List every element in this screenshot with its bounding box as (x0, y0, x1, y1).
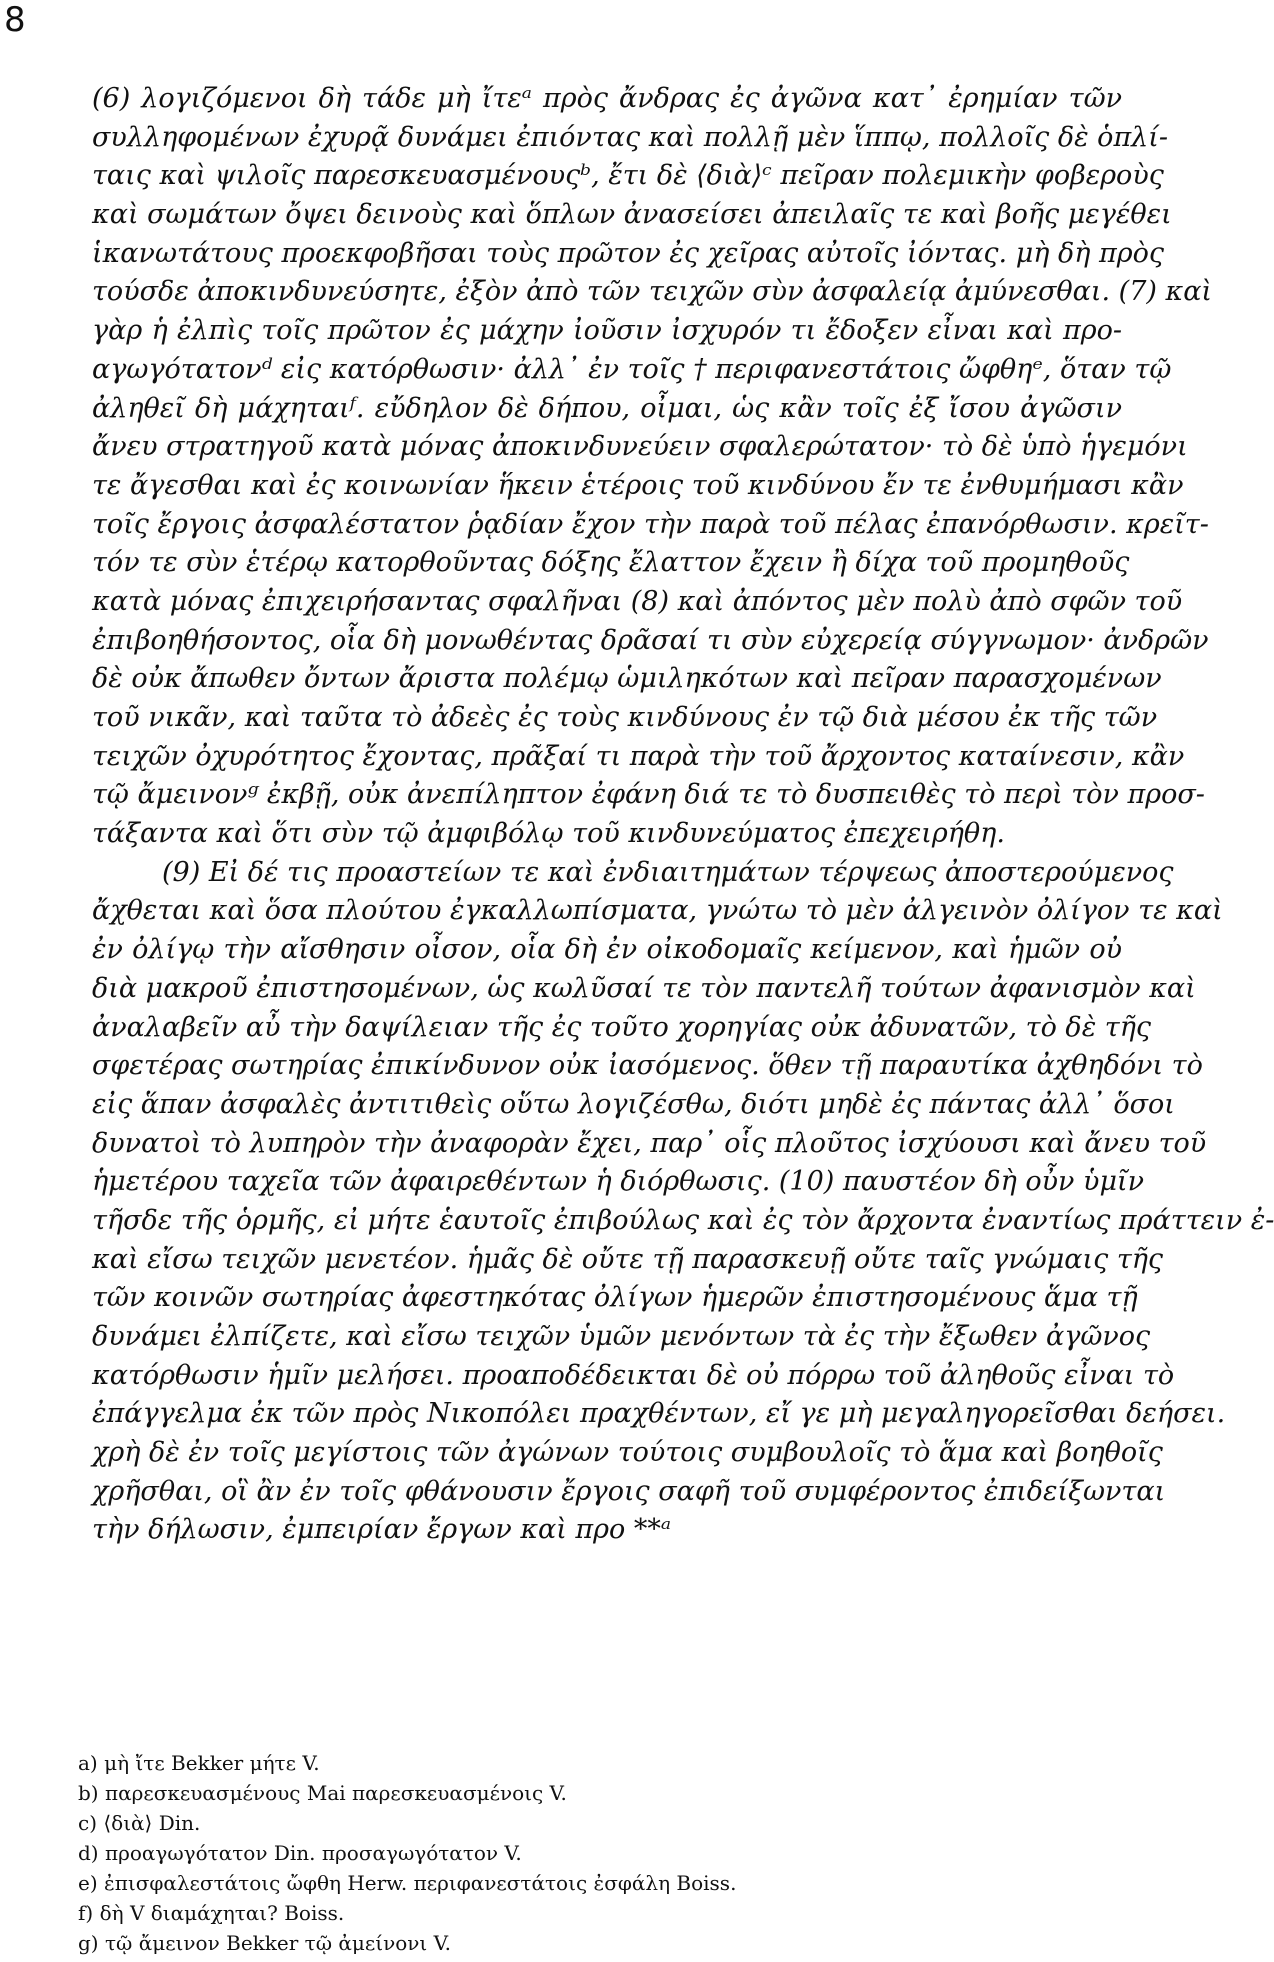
text-line: ταις καὶ ψιλοῖς παρεσκευασμένουςᵇ, ἔτι δὲ ⟨διὰ⟩ᶜ πεῖραν πολεμικὴν φοβεροὺς (92, 160, 1164, 192)
text-line: συλληφομένων ἐχυρᾷ δυνάμει ἐπιόντας καὶ πολλῇ μὲν ἵππῳ, πολλοῖς δὲ ὁπλί- (92, 121, 1169, 153)
text-line: κατόρθωσιν ἡμῖν μελήσει. προαποδέδεικται δὲ οὐ πόρρω τοῦ ἀληθοῦς εἶναι τὸ (92, 1359, 1175, 1391)
text-line: ἄνευ στρατηγοῦ κατὰ μόνας ἀποκινδυνεύειν σφαλερώτατον· τὸ δὲ ὑπὸ ἡγεμόνι (92, 431, 1188, 463)
footnotes (78, 1748, 1078, 1958)
text-line: δυνατοὶ τὸ λυπηρὸν τὴν ἀναφορὰν ἔχει, παρ᾽ οἷς πλοῦτος ἰσχύουσι καὶ ἄνευ τοῦ (92, 1127, 1207, 1159)
page-number: 8 (4, 0, 26, 40)
text-line: ἄχθεται καὶ ὅσα πλούτου ἐγκαλλωπίσματα, γνώτω τὸ μὲν ἀλγεινὸν ὀλίγον τε καὶ (92, 895, 1223, 927)
text-line: διὰ μακροῦ ἐπιστησομένων, ὡς κωλῦσαί τε τὸν παντελῆ τούτων ἀφανισμὸν καὶ (92, 972, 1196, 1004)
text-line: τούσδε ἀποκινδυνεύσητε, ἐξὸν ἀπὸ τῶν τειχῶν σὺν ἀσφαλείᾳ ἀμύνεσθαι. (7) καὶ (92, 276, 1213, 308)
text-line: ἐπιβοηθήσοντος, οἷα δὴ μονωθέντας δρᾶσαί τι σὺν εὐχερείᾳ σύγγνωμον· ἀνδρῶν (92, 624, 1209, 656)
text-line: ἀναλαβεῖν αὖ τὴν δαψίλειαν τῆς ἐς τοῦτο χορηγίας οὐκ ἀδυνατῶν, τὸ δὲ τῆς (92, 1011, 1151, 1043)
footnote: e) ἐπισφαλεστάτοις ὤφθη Herw. περιφανεστάτοις ἐσφάλη Boiss. (78, 1871, 737, 1895)
footnote: f) δὴ V διαμάχηται? Boiss. (78, 1901, 345, 1925)
text-line: τε ἄγεσθαι καὶ ἐς κοινωνίαν ἥκειν ἑτέροις τοῦ κινδύνου ἔν τε ἐνθυμήμασι κἂν (92, 469, 1184, 501)
text-line: τὴν δήλωσιν, ἐμπειρίαν ἔργων καὶ προ **ᵃ (92, 1514, 672, 1546)
footnote: a) μὴ ἴτε Bekker μήτε V. (78, 1751, 320, 1775)
text-line: τῷ ἄμεινονᵍ ἐκβῇ, οὐκ ἀνεπίληπτον ἐφάνη διά τε τὸ δυσπειθὲς τὸ περὶ τὸν προσ- (92, 779, 1205, 811)
text-line: ἐν ὀλίγῳ τὴν αἴσθησιν οἶσον, οἷα δὴ ἐν οἰκοδομαῖς κείμενον, καὶ ἡμῶν οὐ (92, 934, 1122, 966)
text-line: (9) Εἰ δέ τις προαστείων τε καὶ ἐνδιαιτημάτων τέρψεως ἀποστερούμενος (162, 856, 1174, 888)
footnote: b) παρεσκευασμένους Mai παρεσκευασμένοις V. (78, 1781, 567, 1805)
text-line: σφετέρας σωτηρίας ἐπικίνδυνον οὐκ ἰασόμενος. ὅθεν τῇ παραυτίκα ἀχθηδόνι τὸ (92, 1050, 1203, 1082)
text-line: τειχῶν ὀχυρότητος ἔχοντας, πρᾶξαί τι παρὰ τὴν τοῦ ἄρχοντος καταίνεσιν, κἂν (92, 740, 1185, 772)
text-line: τόν τε σὺν ἑτέρῳ κατορθοῦντας δόξης ἔλαττον ἔχειν ἢ δίχα τοῦ προμηθοῦς (92, 547, 1130, 579)
text-line: τῆσδε τῆς ὁρμῆς, εἰ μήτε ἑαυτοῖς ἐπιβούλως καὶ ἐς τὸν ἄρχοντα ἐναντίως πράττειν ἐ- (92, 1204, 1274, 1236)
footnote: c) ⟨διὰ⟩ Din. (78, 1811, 201, 1835)
text-line: ἐπάγγελμα ἐκ τῶν πρὸς Νικοπόλει πραχθέντων, εἴ γε μὴ μεγαληγορεῖσθαι δεήσει. (92, 1398, 1226, 1430)
text-line: ἱκανωτάτους προεκφοβῆσαι τοὺς πρῶτον ἐς χεῖρας αὐτοῖς ἰόντας. μὴ δὴ πρὸς (92, 237, 1165, 269)
text-line: καὶ σωμάτων ὄψει δεινοὺς καὶ ὅπλων ἀνασείσει ἀπειλαῖς τε καὶ βοῆς μεγέθει (92, 199, 1172, 231)
footnote: d) προαγωγότατον Din. προσαγωγότατον V. (78, 1841, 522, 1865)
footnote: g) τῷ ἄμεινον Bekker τῷ ἀμείνονι V. (78, 1931, 451, 1955)
text-line: καὶ εἴσω τειχῶν μενετέον. ἡμᾶς δὲ οὔτε τῇ παρασκευῇ οὔτε ταῖς γνώμαις τῆς (92, 1243, 1164, 1275)
text-line: (6) λογιζόμενοι δὴ τάδε μὴ ἴτεᵃ πρὸς ἄνδρας ἐς ἀγῶνα κατ᾽ ἐρημίαν τῶν (92, 83, 1122, 114)
text-line: τάξαντα καὶ ὅτι σὺν τῷ ἀμφιβόλῳ τοῦ κινδυνεύματος ἐπεχειρήθη. (92, 818, 1005, 850)
text-line: τῶν κοινῶν σωτηρίας ἀφεστηκότας ὀλίγων ἡμερῶν ἐπιστησομένους ἅμα τῇ (92, 1282, 1138, 1314)
text-line: χρῆσθαι, οἳ ἂν ἐν τοῖς φθάνουσιν ἔργοις σαφῆ τοῦ συμφέροντος ἐπιδείξωνται (92, 1475, 1166, 1507)
text-line: αγωγότατονᵈ εἰς κατόρθωσιν· ἀλλ᾽ ἐν τοῖς † περιφανεστάτοις ὤφθηᵉ, ὅταν τῷ (92, 353, 1172, 385)
text-line: ἡμετέρου ταχεῖα τῶν ἀφαιρεθέντων ἡ διόρθωσις. (10) παυστέον δὴ οὖν ὑμῖν (92, 1166, 1145, 1198)
text-line: χρὴ δὲ ἐν τοῖς μεγίστοις τῶν ἀγώνων τούτοις συμβουλοῖς τὸ ἅμα καὶ βοηθοῖς (92, 1437, 1163, 1469)
text-line: τοῦ νικᾶν, καὶ ταῦτα τὸ ἀδεὲς ἐς τοὺς κινδύνους ἐν τῷ διὰ μέσου ἐκ τῆς τῶν (92, 702, 1158, 733)
text-line: εἰς ἅπαν ἀσφαλὲς ἀντιτιθεὶς οὕτω λογιζέσθω, διότι μηδὲ ἐς πάντας ἀλλ᾽ ὅσοι (92, 1088, 1175, 1120)
text-line: τοῖς ἔργοις ἀσφαλέστατον ῥᾳδίαν ἔχον τὴν παρὰ τοῦ πέλας ἐπανόρθωσιν. κρεῖτ- (92, 508, 1209, 540)
text-line: δυνάμει ἐλπίζετε, καὶ εἴσω τειχῶν ὑμῶν μενόντων τὰ ἐς τὴν ἔξωθεν ἀγῶνος (92, 1321, 1151, 1352)
text-line: ἀληθεῖ δὴ μάχηταιᶠ. εὔδηλον δὲ δήπου, οἶμαι, ὡς κἂν τοῖς ἐξ ἴσου ἀγῶσιν (92, 392, 1122, 424)
text-line: γὰρ ἡ ἐλπὶς τοῖς πρῶτον ἐς μάχην ἰοῦσιν ἰσχυρόν τι ἔδοξεν εἶναι καὶ προ- (92, 315, 1122, 347)
text-line: κατὰ μόνας ἐπιχειρήσαντας σφαλῆναι (8) καὶ ἀπόντος μὲν πολὺ ἀπὸ σφῶν τοῦ (92, 585, 1183, 617)
body-text (92, 80, 1274, 1550)
text-line: δὲ οὐκ ἄπωθεν ὄντων ἄριστα πολέμῳ ὡμιληκότων καὶ πεῖραν παρασχομένων (92, 663, 1162, 695)
